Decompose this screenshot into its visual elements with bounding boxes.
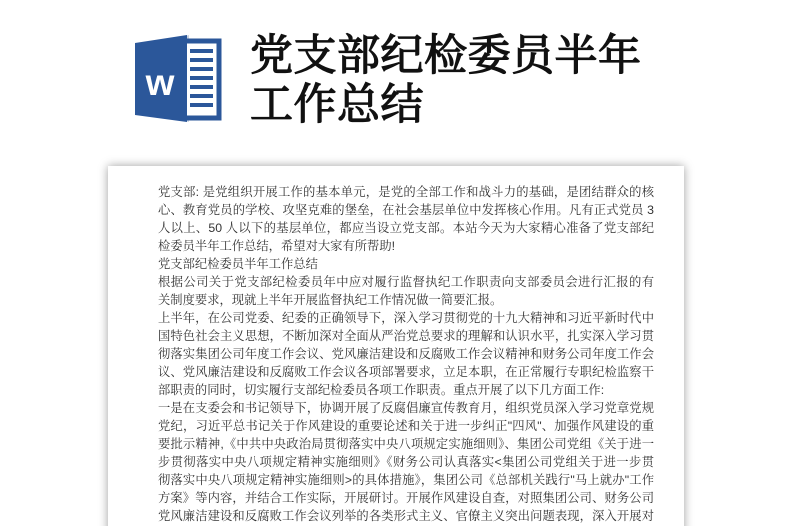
document-body-text (158, 183, 654, 525)
text-line: 根据公司关于党支部纪检委员年中应对履行监督执纪工作职责向支部委员会进行汇报的有 (158, 275, 654, 289)
text-line: 议、党风廉洁建设和反腐败工作会议各项部署要求，立足本职，在正常履行专职纪检监察干 (158, 365, 654, 379)
text-line: 心、教育党员的学校、攻坚克难的堡垒，在社会基层单位中发挥核心作用。凡有正式党员 3 (158, 203, 654, 217)
page-title (250, 32, 642, 130)
text-line: 人以上、50 人以下的基层单位，都应当设立党支部。本站今天为大家精心准备了党支部纪 (158, 221, 654, 235)
word-icon-letter: w (145, 62, 175, 103)
text-line: 党支部纪检委员半年工作总结 (158, 257, 318, 271)
text-line: 党纪，习近平总书记关于作风建设的重要论述和关于进一步纠正"四风"、加强作风建设的重 (158, 419, 654, 433)
text-line: 方案》等内容，并结合工作实际，开展研讨。开展作风建设自查，对照集团公司、财务公司 (158, 491, 654, 505)
document-header (131, 32, 642, 159)
text-line: 要批示精神,《中共中央政治局贯彻落实中央八项规定实施细则》、集团公司党组《关于进一 (158, 437, 654, 451)
text-line: 一是在支委会和书记领导下，协调开展了反腐倡廉宣传教育月，组织党员深入学习党章党规 (158, 401, 654, 415)
page-title-line-2: 工作总结 (250, 81, 424, 129)
text-line: 党风廉洁建设和反腐败工作会议列举的各类形式主义、官僚主义突出问题表现，深入开展对 (158, 509, 654, 523)
content-sheet (108, 166, 684, 526)
page-title-line-1: 党支部纪检委员半年 (250, 32, 642, 80)
text-line: 党支部: 是党组织开展工作的基本单元，是党的全部工作和战斗力的基础，是团结群众的核 (158, 185, 654, 199)
text-line: 国特色社会主义思想，不断加深对全面从严治党总要求的理解和认识水平，扎实深入学习贯 (158, 329, 654, 343)
text-line: 彻落实中央八项规定精神实施细则>的具体措施》，集团公司《总部机关践行"马上就办"工作 (158, 473, 654, 487)
text-line: 彻落实集团公司年度工作会议、党风廉洁建设和反腐败工作会议精神和财务公司年度工作会 (158, 347, 654, 361)
text-line: 关制度要求，现就上半年开展监督执纪工作情况做一简要汇报。 (158, 293, 503, 307)
text-line: 部职责的同时，切实履行支部纪检委员各项工作职责。重点开展了以下几方面工作: (158, 383, 605, 397)
text-line: 上半年，在公司党委、纪委的正确领导下，深入学习贯彻党的十九大精神和习近平新时代中 (158, 311, 654, 325)
text-line: 检委员半年工作总结，希望对大家有所帮助! (158, 239, 396, 253)
word-icon (131, 32, 223, 124)
text-line: 步贯彻落实中央八项规定精神实施细则》《财务公司认真落实<集团公司党组关于进一步贯 (158, 455, 654, 469)
